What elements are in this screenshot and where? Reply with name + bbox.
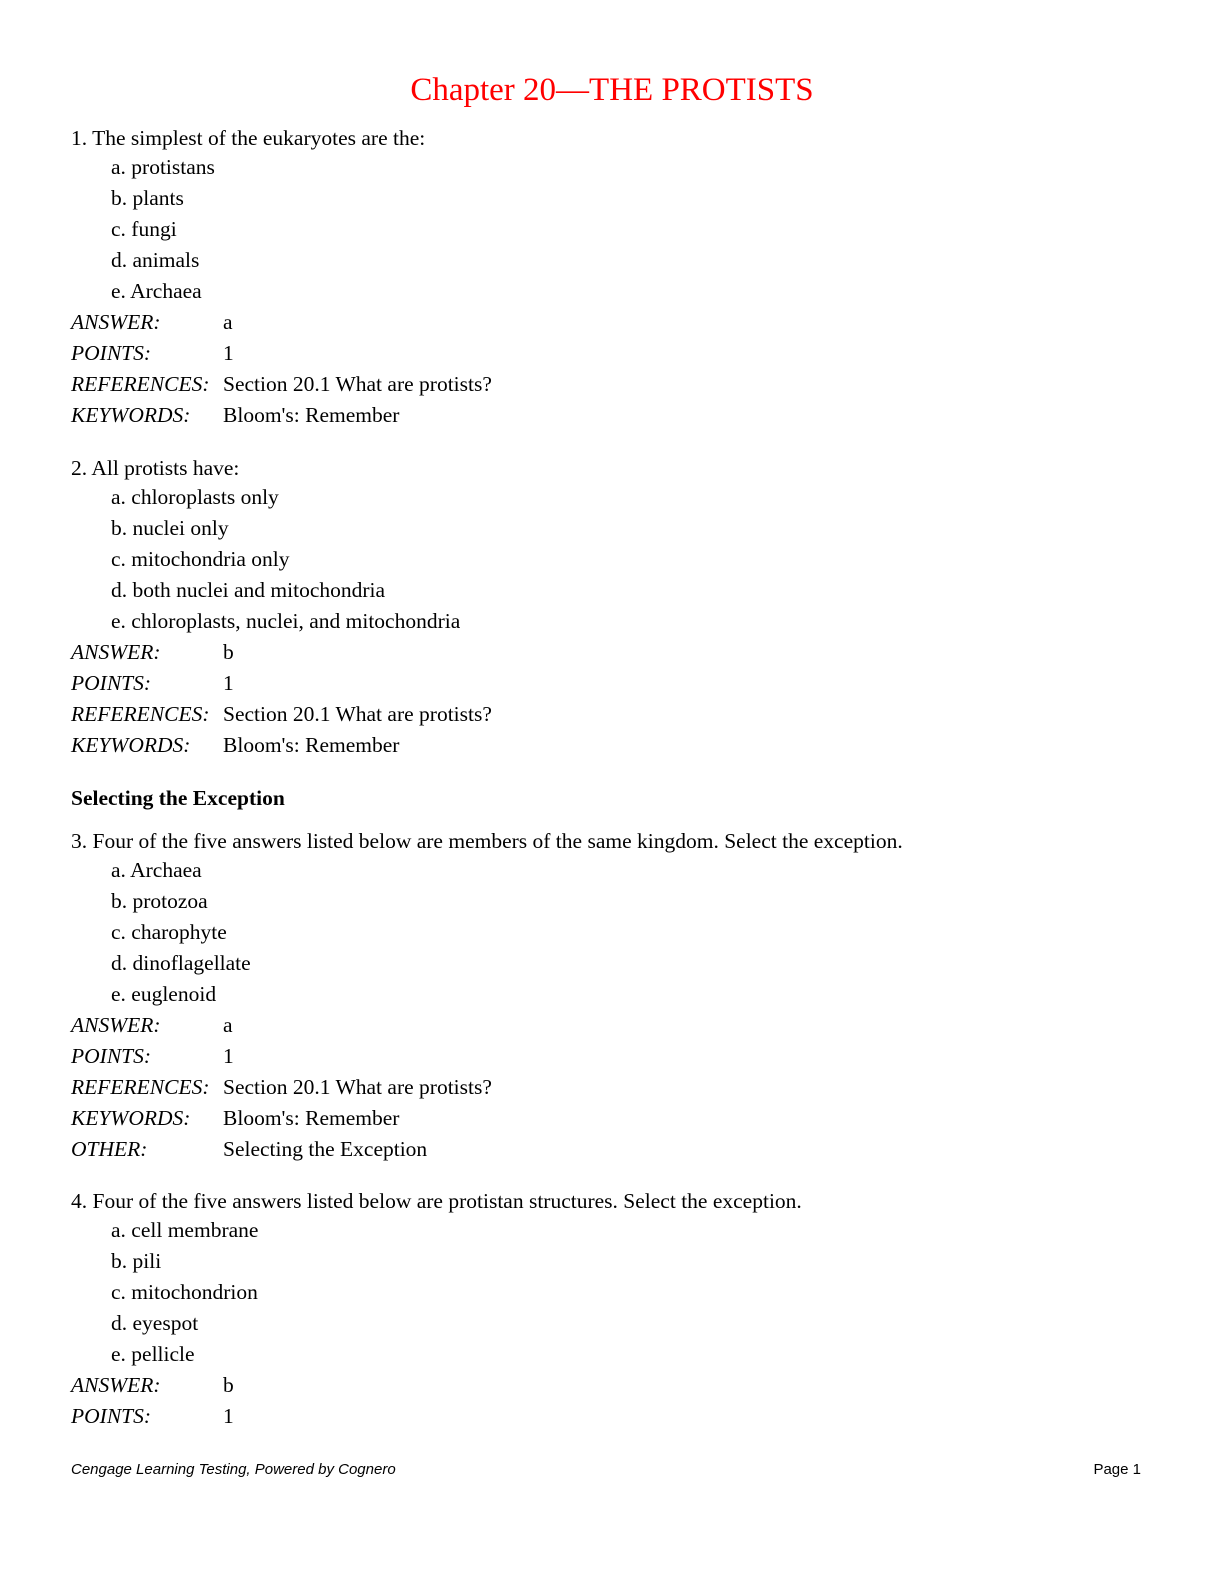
references-row	[71, 369, 1171, 400]
answer-row	[71, 637, 1171, 668]
points-row	[71, 338, 1171, 369]
keywords-label: KEYWORDS:	[71, 733, 191, 757]
points-row	[71, 668, 1171, 699]
points-row	[71, 1041, 1171, 1072]
option-d: d. animals	[111, 248, 200, 272]
option-c: c. mitochondrion	[111, 1280, 258, 1304]
option-b: b. pili	[111, 1249, 162, 1273]
references-label: REFERENCES:	[71, 1075, 210, 1099]
points-row	[71, 1401, 1171, 1432]
question-stem: 1. The simplest of the eukaryotes are the:	[71, 126, 426, 150]
footer-publisher: Cengage Learning Testing, Powered by Cognero	[71, 1461, 396, 1478]
keywords-label: KEYWORDS:	[71, 403, 191, 427]
points-value: 1	[223, 1404, 234, 1428]
option-a: a. Archaea	[111, 858, 202, 882]
answer-row	[71, 307, 1171, 338]
option-d: d. eyespot	[111, 1311, 199, 1335]
references-row	[71, 699, 1171, 730]
option-a: a. protistans	[111, 155, 215, 179]
option-e: e. euglenoid	[111, 982, 217, 1006]
keywords-value: Bloom's: Remember	[223, 1106, 400, 1130]
question-2	[71, 454, 1171, 761]
question-stem: 4. Four of the five answers listed below are protistan structures. Select the exception.	[71, 1189, 802, 1213]
question-3	[71, 827, 1171, 1165]
answer-label: ANSWER:	[71, 640, 161, 664]
keywords-row	[71, 730, 1171, 761]
question-1	[71, 124, 1171, 431]
points-value: 1	[223, 341, 234, 365]
option-d: d. dinoflagellate	[111, 951, 251, 975]
footer-page-number: Page 1	[1093, 1461, 1141, 1478]
option-b: b. plants	[111, 186, 184, 210]
points-label: POINTS:	[71, 1404, 152, 1428]
points-label: POINTS:	[71, 1044, 152, 1068]
answer-label: ANSWER:	[71, 1373, 161, 1397]
question-4	[71, 1187, 1171, 1432]
answer-value: b	[223, 1373, 234, 1397]
references-value: Section 20.1 What are protists?	[223, 702, 492, 726]
answer-value: a	[223, 310, 233, 334]
option-b: b. protozoa	[111, 889, 208, 913]
keywords-value: Bloom's: Remember	[223, 733, 400, 757]
keywords-row	[71, 1103, 1171, 1134]
references-label: REFERENCES:	[71, 372, 210, 396]
chapter-title: Chapter 20—THE PROTISTS	[410, 72, 814, 108]
keywords-label: KEYWORDS:	[71, 1106, 191, 1130]
references-label: REFERENCES:	[71, 702, 210, 726]
answer-label: ANSWER:	[71, 1013, 161, 1037]
answer-label: ANSWER:	[71, 310, 161, 334]
option-c: c. charophyte	[111, 920, 227, 944]
points-value: 1	[223, 671, 234, 695]
option-e: e. chloroplasts, nuclei, and mitochondria	[111, 609, 461, 633]
option-d: d. both nuclei and mitochondria	[111, 578, 386, 602]
points-label: POINTS:	[71, 341, 152, 365]
answer-value: a	[223, 1013, 233, 1037]
option-c: c. mitochondria only	[111, 547, 290, 571]
other-value: Selecting the Exception	[223, 1137, 428, 1161]
option-e: e. Archaea	[111, 279, 202, 303]
option-e: e. pellicle	[111, 1342, 195, 1366]
answer-row	[71, 1010, 1171, 1041]
keywords-row	[71, 400, 1171, 431]
section-heading: Selecting the Exception	[71, 786, 285, 810]
answer-row	[71, 1370, 1171, 1401]
question-stem: 3. Four of the five answers listed below are members of the same kingdom. Select the exception.	[71, 829, 903, 853]
question-stem: 2. All protists have:	[71, 456, 240, 480]
keywords-value: Bloom's: Remember	[223, 403, 400, 427]
points-value: 1	[223, 1044, 234, 1068]
references-value: Section 20.1 What are protists?	[223, 372, 492, 396]
answer-value: b	[223, 640, 234, 664]
option-a: a. chloroplasts only	[111, 485, 279, 509]
references-row	[71, 1072, 1171, 1103]
points-label: POINTS:	[71, 671, 152, 695]
other-label: OTHER:	[71, 1137, 148, 1161]
option-c: c. fungi	[111, 217, 177, 241]
references-value: Section 20.1 What are protists?	[223, 1075, 492, 1099]
option-a: a. cell membrane	[111, 1218, 259, 1242]
option-b: b. nuclei only	[111, 516, 229, 540]
other-row	[71, 1134, 1171, 1165]
